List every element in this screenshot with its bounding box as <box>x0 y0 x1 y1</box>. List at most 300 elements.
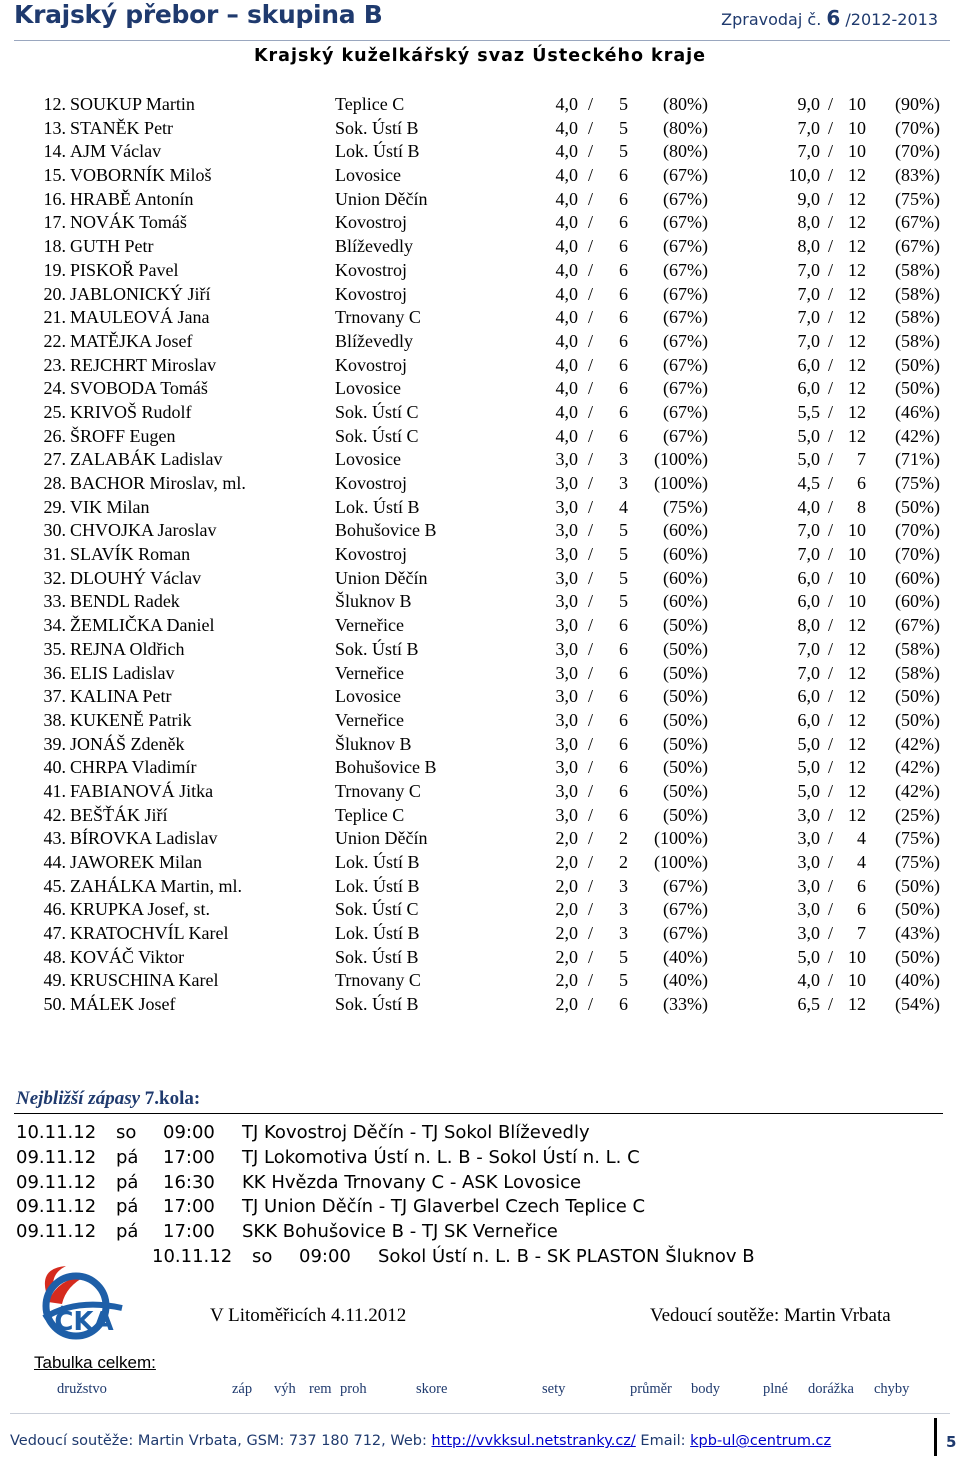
cell-p2: (46%) <box>895 401 940 422</box>
cell-b2: 4 <box>857 852 866 872</box>
cell-rank: 17. <box>43 212 66 233</box>
cell-b2: 10 <box>848 591 866 612</box>
cell-a1: 3,0 <box>555 780 578 801</box>
cell-name: SVOBODA Tomáš <box>70 378 208 399</box>
table-row <box>0 590 960 614</box>
cell-a1: 4,0 <box>555 188 578 209</box>
cell-p2: (67%) <box>895 212 940 233</box>
match-day: so <box>116 1122 137 1143</box>
cell-a2: 6,0 <box>797 354 820 375</box>
header-divider <box>14 40 950 41</box>
cell-a1: 4,0 <box>555 94 578 114</box>
separator: / <box>588 994 594 1015</box>
cell-b2: 12 <box>848 283 866 304</box>
cell-a1: 2,0 <box>555 852 578 872</box>
cell-b2: 12 <box>848 330 866 351</box>
separator: / <box>828 473 834 493</box>
match-time: 09:00 <box>163 1122 215 1143</box>
cell-team: Bohušovice B <box>335 520 437 541</box>
cell-b2: 12 <box>848 709 866 730</box>
issue-season: /2012-2013 <box>845 10 938 29</box>
cell-a2: 3,0 <box>797 875 820 896</box>
cell-b1: 6 <box>619 378 628 399</box>
cell-rank: 28. <box>43 473 66 493</box>
separator: / <box>828 354 834 375</box>
match-date: 10.11.12 <box>16 1122 97 1143</box>
cell-p1: (50%) <box>663 615 708 636</box>
cell-a1: 3,0 <box>555 591 578 612</box>
table-row <box>0 330 960 354</box>
cell-b1: 4 <box>619 496 628 517</box>
association-logo <box>36 1262 128 1352</box>
cell-rank: 35. <box>43 638 66 659</box>
match-time: 17:00 <box>163 1147 215 1168</box>
cell-a2: 7,0 <box>797 283 820 304</box>
cell-p1: (75%) <box>663 496 708 517</box>
column-header: dorážka <box>808 1381 854 1397</box>
cell-name: REJNA Oldřich <box>70 638 185 659</box>
match-time: 09:00 <box>299 1246 351 1267</box>
table-row <box>0 354 960 378</box>
table-row <box>0 140 960 164</box>
cell-p1: (67%) <box>663 283 708 304</box>
cell-p2: (43%) <box>895 923 940 944</box>
column-header: záp <box>232 1381 253 1397</box>
cell-name: BACHOR Miroslav, ml. <box>70 473 246 493</box>
cell-name: KRATOCHVÍL Karel <box>70 923 229 944</box>
separator: / <box>828 520 834 541</box>
separator: / <box>588 307 594 328</box>
cell-rank: 26. <box>43 425 66 446</box>
separator: / <box>588 212 594 233</box>
cell-a1: 2,0 <box>555 923 578 944</box>
cell-name: KUKENĚ Patrik <box>70 709 192 730</box>
cell-team: Kovostroj <box>335 259 407 280</box>
cell-a1: 3,0 <box>555 544 578 565</box>
cell-p2: (42%) <box>895 780 940 801</box>
cell-team: Kovostroj <box>335 354 407 375</box>
cell-team: Lok. Ústí B <box>335 875 420 896</box>
cell-a2: 5,0 <box>797 449 820 470</box>
cell-b1: 6 <box>619 425 628 446</box>
cell-name: JONÁŠ Zdeněk <box>70 733 185 754</box>
cell-team: Lovosice <box>335 378 401 399</box>
cell-p2: (75%) <box>895 188 940 209</box>
cell-name: BENDL Radek <box>70 591 180 612</box>
cell-b2: 10 <box>848 567 866 588</box>
cell-p2: (60%) <box>895 567 940 588</box>
separator: / <box>588 899 594 920</box>
cell-team: Lok. Ústí B <box>335 923 420 944</box>
cell-rank: 49. <box>43 970 66 991</box>
table-row <box>0 733 960 757</box>
separator: / <box>828 591 834 612</box>
cell-p1: (40%) <box>663 946 708 967</box>
separator: / <box>828 283 834 304</box>
cell-team: Verneřice <box>335 709 404 730</box>
cell-b2: 12 <box>848 307 866 328</box>
cell-b2: 6 <box>857 875 866 896</box>
separator: / <box>588 638 594 659</box>
cell-p2: (58%) <box>895 307 940 328</box>
cell-b2: 12 <box>848 615 866 636</box>
table-row <box>0 283 960 307</box>
column-header: výh <box>274 1381 296 1397</box>
cell-team: Union Děčín <box>335 828 428 849</box>
cell-a1: 2,0 <box>555 899 578 920</box>
separator: / <box>588 852 594 872</box>
separator: / <box>588 544 594 565</box>
match-date: 09.11.12 <box>16 1221 97 1242</box>
table-row <box>0 969 960 993</box>
footer-email-link[interactable]: kpb-ul@centrum.cz <box>690 1433 832 1449</box>
separator: / <box>588 709 594 730</box>
cell-a2: 7,0 <box>797 307 820 328</box>
match-game: Sokol Ústí n. L. B - SK PLASTON Šluknov B <box>378 1246 755 1267</box>
cell-p2: (50%) <box>895 875 940 896</box>
cell-a2: 5,0 <box>797 733 820 754</box>
cell-p1: (50%) <box>663 686 708 707</box>
cell-b2: 12 <box>848 638 866 659</box>
cell-a2: 4,5 <box>797 473 820 493</box>
column-header: rem <box>309 1381 332 1397</box>
separator: / <box>588 923 594 944</box>
separator: / <box>588 828 594 849</box>
cell-p1: (100%) <box>654 473 708 493</box>
cell-p2: (50%) <box>895 709 940 730</box>
cell-a1: 2,0 <box>555 875 578 896</box>
cell-a1: 4,0 <box>555 354 578 375</box>
column-header: plné <box>763 1381 788 1397</box>
separator: / <box>828 212 834 233</box>
cell-a1: 3,0 <box>555 615 578 636</box>
cell-rank: 36. <box>43 662 66 683</box>
cell-a1: 2,0 <box>555 994 578 1015</box>
cell-b2: 12 <box>848 686 866 707</box>
cell-p1: (50%) <box>663 638 708 659</box>
cell-team: Sok. Ústí C <box>335 899 419 920</box>
table-row <box>0 235 960 259</box>
table-row <box>0 685 960 709</box>
cell-p1: (33%) <box>663 994 708 1015</box>
cell-b1: 6 <box>619 165 628 186</box>
cell-rank: 50. <box>43 994 66 1015</box>
match-game: SKK Bohušovice B - TJ SK Verneřice <box>242 1221 558 1242</box>
newsletter-title: Krajský přebor – skupina B <box>14 0 383 29</box>
cell-b2: 12 <box>848 259 866 280</box>
cell-p1: (67%) <box>663 354 708 375</box>
cell-team: Kovostroj <box>335 283 407 304</box>
cell-rank: 22. <box>43 330 66 351</box>
cell-name: REJCHRT Miroslav <box>70 354 217 375</box>
separator: / <box>828 970 834 991</box>
cell-p2: (58%) <box>895 330 940 351</box>
cell-name: ZALABÁK Ladislav <box>70 449 223 470</box>
cell-p1: (80%) <box>663 117 708 138</box>
cell-a2: 7,0 <box>797 520 820 541</box>
cell-a2: 3,0 <box>797 852 820 872</box>
table-row <box>0 401 960 425</box>
cell-b1: 6 <box>619 188 628 209</box>
cell-b1: 6 <box>619 283 628 304</box>
cell-team: Kovostroj <box>335 544 407 565</box>
cell-p2: (70%) <box>895 141 940 162</box>
table-row <box>0 543 960 567</box>
cell-a1: 3,0 <box>555 757 578 778</box>
cell-p2: (50%) <box>895 946 940 967</box>
cell-b1: 6 <box>619 259 628 280</box>
table-row <box>0 614 960 638</box>
cell-p1: (50%) <box>663 757 708 778</box>
separator: / <box>588 686 594 707</box>
cell-rank: 12. <box>43 94 66 114</box>
cell-name: MÁLEK Josef <box>70 994 176 1015</box>
cell-b2: 8 <box>857 496 866 517</box>
cell-b1: 6 <box>619 804 628 825</box>
table-row <box>0 851 960 875</box>
cell-team: Lovosice <box>335 686 401 707</box>
cell-p2: (42%) <box>895 757 940 778</box>
match-day: pá <box>116 1196 139 1217</box>
cell-b1: 2 <box>619 828 628 849</box>
cell-b1: 6 <box>619 686 628 707</box>
cell-rank: 45. <box>43 875 66 896</box>
cell-rank: 16. <box>43 188 66 209</box>
cell-name: CHVOJKA Jaroslav <box>70 520 217 541</box>
separator: / <box>828 946 834 967</box>
table-row <box>0 496 960 520</box>
cell-p2: (58%) <box>895 638 940 659</box>
match-day: so <box>252 1246 273 1267</box>
table-row <box>0 875 960 899</box>
column-header: sety <box>542 1381 566 1397</box>
cell-p2: (70%) <box>895 544 940 565</box>
cell-b2: 12 <box>848 236 866 257</box>
cell-b1: 5 <box>619 141 628 162</box>
table-row <box>0 898 960 922</box>
cell-b2: 10 <box>848 141 866 162</box>
cell-p1: (100%) <box>654 828 708 849</box>
cell-team: Lok. Ústí B <box>335 852 420 872</box>
cell-team: Sok. Ústí B <box>335 994 419 1015</box>
cell-p1: (67%) <box>663 307 708 328</box>
cell-rank: 32. <box>43 567 66 588</box>
cell-rank: 31. <box>43 544 66 565</box>
cell-a2: 6,0 <box>797 378 820 399</box>
table-row <box>0 804 960 828</box>
cell-a2: 7,0 <box>797 544 820 565</box>
cell-name: BEŠŤÁK Jiří <box>70 804 168 825</box>
separator: / <box>828 94 834 114</box>
cell-b1: 3 <box>619 449 628 470</box>
cell-p2: (67%) <box>895 236 940 257</box>
table-row <box>0 117 960 141</box>
separator: / <box>588 188 594 209</box>
match-date: 09.11.12 <box>16 1147 97 1168</box>
separator: / <box>588 401 594 422</box>
cell-team: Sok. Ústí B <box>335 638 419 659</box>
cell-team: Šluknov B <box>335 733 412 754</box>
cell-a1: 4,0 <box>555 330 578 351</box>
footer-divider <box>10 1413 950 1414</box>
cell-p2: (75%) <box>895 473 940 493</box>
cell-p2: (50%) <box>895 378 940 399</box>
cell-a2: 4,0 <box>797 496 820 517</box>
cell-name: SOUKUP Martin <box>70 94 195 114</box>
cell-p1: (50%) <box>663 804 708 825</box>
cell-p2: (58%) <box>895 662 940 683</box>
cell-name: FABIANOVÁ Jitka <box>70 780 214 801</box>
cell-a2: 6,0 <box>797 591 820 612</box>
separator: / <box>828 757 834 778</box>
cell-team: Union Děčín <box>335 188 428 209</box>
separator: / <box>828 852 834 872</box>
match-game: TJ Union Děčín - TJ Glaverbel Czech Teplice C <box>242 1196 646 1217</box>
cell-name: CHRPA Vladimír <box>70 757 197 778</box>
separator: / <box>828 567 834 588</box>
cell-name: ZAHÁLKA Martin, ml. <box>70 875 242 896</box>
cell-a2: 5,0 <box>797 757 820 778</box>
separator: / <box>588 378 594 399</box>
footer-web-link[interactable]: http://vvkksul.netstranky.cz/ <box>431 1433 636 1449</box>
cell-a2: 7,0 <box>797 141 820 162</box>
cell-b2: 4 <box>857 828 866 849</box>
table-row <box>0 780 960 804</box>
cell-team: Šluknov B <box>335 591 412 612</box>
separator: / <box>828 117 834 138</box>
cell-a2: 9,0 <box>797 94 820 114</box>
match-date: 10.11.12 <box>152 1246 233 1267</box>
cell-a1: 2,0 <box>555 970 578 991</box>
separator: / <box>588 449 594 470</box>
cell-rank: 27. <box>43 449 66 470</box>
separator: / <box>588 165 594 186</box>
cell-a1: 3,0 <box>555 709 578 730</box>
cell-a1: 3,0 <box>555 662 578 683</box>
cell-b2: 7 <box>857 449 866 470</box>
cell-name: SLAVÍK Roman <box>70 544 191 565</box>
separator: / <box>588 567 594 588</box>
cell-p1: (67%) <box>663 899 708 920</box>
cell-a1: 2,0 <box>555 946 578 967</box>
cell-p1: (67%) <box>663 188 708 209</box>
cell-p2: (75%) <box>895 828 940 849</box>
cell-name: ŽEMLIČKA Daniel <box>70 615 215 636</box>
cell-p2: (50%) <box>895 686 940 707</box>
issue-label <box>721 6 938 30</box>
cell-p1: (50%) <box>663 662 708 683</box>
separator: / <box>588 662 594 683</box>
separator: / <box>828 425 834 446</box>
table-row <box>0 946 960 970</box>
separator: / <box>828 638 834 659</box>
issue-prefix: Zpravodaj č. <box>721 10 822 29</box>
table-row <box>0 188 960 212</box>
cell-p1: (60%) <box>663 567 708 588</box>
cell-a2: 6,0 <box>797 567 820 588</box>
cell-b2: 12 <box>848 757 866 778</box>
cell-team: Sok. Ústí B <box>335 117 419 138</box>
separator: / <box>828 496 834 517</box>
cell-p2: (50%) <box>895 354 940 375</box>
cell-a1: 3,0 <box>555 804 578 825</box>
cell-b1: 5 <box>619 970 628 991</box>
cell-b2: 10 <box>848 970 866 991</box>
match-time: 16:30 <box>163 1172 215 1193</box>
table-row <box>0 306 960 330</box>
cell-a1: 3,0 <box>555 686 578 707</box>
cell-name: KRIVOŠ Rudolf <box>70 401 192 422</box>
table-row <box>0 567 960 591</box>
cell-rank: 41. <box>43 780 66 801</box>
cell-b2: 12 <box>848 378 866 399</box>
column-header: proh <box>340 1381 367 1397</box>
separator: / <box>828 733 834 754</box>
cell-p1: (40%) <box>663 970 708 991</box>
cell-a2: 5,0 <box>797 946 820 967</box>
cell-a1: 4,0 <box>555 425 578 446</box>
cell-p2: (40%) <box>895 970 940 991</box>
next-matches-round: 7.kola: <box>144 1088 201 1109</box>
association-name: Krajský kuželkářský svaz Ústeckého kraje <box>253 46 707 66</box>
issue-number: 6 <box>826 6 841 30</box>
table-row <box>0 377 960 401</box>
cell-rank: 15. <box>43 165 66 186</box>
cell-team: Blíževedly <box>335 236 413 257</box>
cell-p2: (71%) <box>895 449 940 470</box>
cell-a1: 4,0 <box>555 165 578 186</box>
cell-p1: (67%) <box>663 425 708 446</box>
cell-b2: 12 <box>848 733 866 754</box>
next-matches-title-italic: Nejbližší zápasy <box>16 1088 141 1109</box>
cell-rank: 18. <box>43 236 66 257</box>
cell-team: Sok. Ústí B <box>335 946 419 967</box>
separator: / <box>588 117 594 138</box>
match-game: TJ Kovostroj Děčín - TJ Sokol Blíževedly <box>242 1122 590 1143</box>
cell-a2: 7,0 <box>797 330 820 351</box>
separator: / <box>828 141 834 162</box>
separator: / <box>828 686 834 707</box>
place-date: V Litoměřicích 4.11.2012 <box>210 1305 407 1326</box>
separator: / <box>828 828 834 849</box>
match-game: TJ Lokomotiva Ústí n. L. B - Sokol Ústí n. L. C <box>242 1147 640 1168</box>
cell-b2: 7 <box>857 923 866 944</box>
cell-b1: 6 <box>619 994 628 1015</box>
cell-b2: 6 <box>857 473 866 493</box>
cell-team: Blíževedly <box>335 330 413 351</box>
cell-p2: (58%) <box>895 283 940 304</box>
cell-name: ŠROFF Eugen <box>70 425 176 446</box>
logo-text: ČKA <box>54 1307 114 1337</box>
cell-name: VOBORNÍK Miloš <box>70 165 212 186</box>
separator: / <box>588 94 594 114</box>
separator: / <box>828 188 834 209</box>
cell-b1: 5 <box>619 94 628 114</box>
cell-p1: (60%) <box>663 544 708 565</box>
cell-b1: 3 <box>619 899 628 920</box>
separator: / <box>828 875 834 896</box>
table-row <box>0 922 960 946</box>
separator: / <box>828 615 834 636</box>
cell-name: JABLONICKÝ Jiří <box>70 283 211 304</box>
cell-a1: 2,0 <box>555 828 578 849</box>
cell-p2: (50%) <box>895 899 940 920</box>
cell-p1: (50%) <box>663 780 708 801</box>
table-row <box>0 472 960 496</box>
cell-a2: 3,0 <box>797 899 820 920</box>
match-date: 09.11.12 <box>16 1172 97 1193</box>
separator: / <box>588 757 594 778</box>
